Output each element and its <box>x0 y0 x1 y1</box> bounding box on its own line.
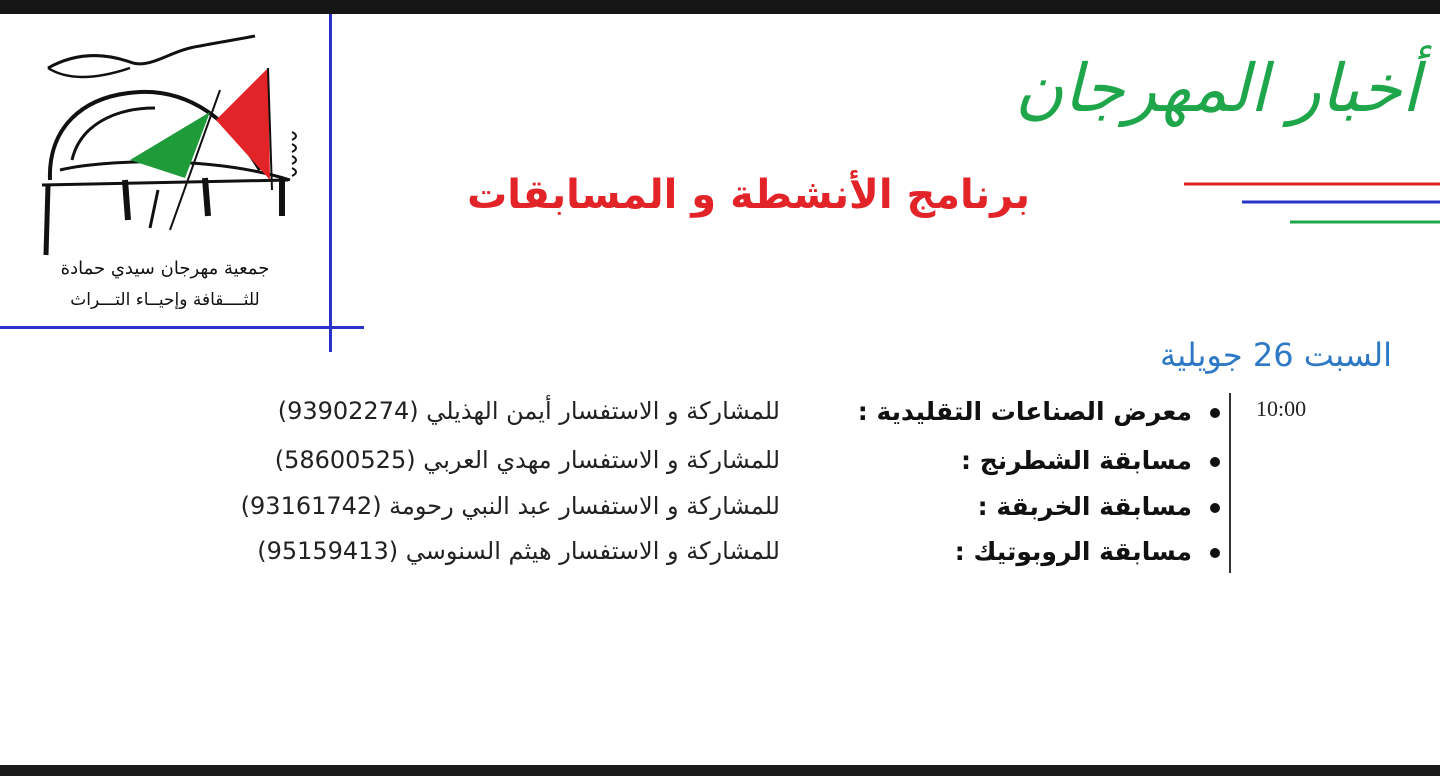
event-contact: للمشاركة و الاستفسار هيثم السنوسي (95159413) <box>257 537 780 565</box>
event-name <box>955 537 1220 566</box>
event-row <box>140 446 1220 490</box>
bullet-icon <box>1210 503 1220 513</box>
schedule-divider <box>1229 393 1231 573</box>
event-contact: للمشاركة و الاستفسار مهدي العربي (58600525) <box>274 446 780 474</box>
logo-frame-horizontal <box>0 326 364 329</box>
bottom-border <box>0 765 1440 776</box>
event-name <box>858 397 1220 426</box>
bullet-icon <box>1210 408 1220 418</box>
festival-logo-icon <box>20 20 320 260</box>
event-contact: للمشاركة و الاستفسار أيمن الهذيلي (93902274) <box>277 397 780 425</box>
news-title: أخبار المهرجان <box>1015 50 1420 127</box>
decorative-lines <box>1180 178 1440 228</box>
event-name <box>961 446 1220 475</box>
event-name-text: مسابقة الشطرنج : <box>961 446 1192 475</box>
event-contact: للمشاركة و الاستفسار عبد النبي رحومة (93161742) <box>240 492 780 520</box>
schedule-time: 10:00 <box>1256 396 1307 421</box>
top-border <box>0 0 1440 14</box>
logo-name-line2: للثــــقافة وإحيــاء التـــراث <box>70 290 260 310</box>
schedule-date: السبت 26 جويلية <box>1160 336 1392 374</box>
bullet-icon <box>1210 548 1220 558</box>
logo-frame-vertical <box>329 14 332 352</box>
event-name-text: معرض الصناعات التقليدية : <box>857 397 1192 426</box>
event-row <box>140 397 1220 441</box>
event-name-text: مسابقة الروبوتيك : <box>954 537 1192 566</box>
event-row <box>140 492 1220 536</box>
program-title: برنامج الأنشطة و المسابقات <box>467 172 1030 218</box>
logo-name-line1: جمعية مهرجان سيدي حمادة <box>60 258 270 279</box>
event-row <box>140 537 1220 581</box>
bullet-icon <box>1210 457 1220 467</box>
event-name <box>978 492 1220 521</box>
event-name-text: مسابقة الخربقة : <box>977 492 1192 521</box>
